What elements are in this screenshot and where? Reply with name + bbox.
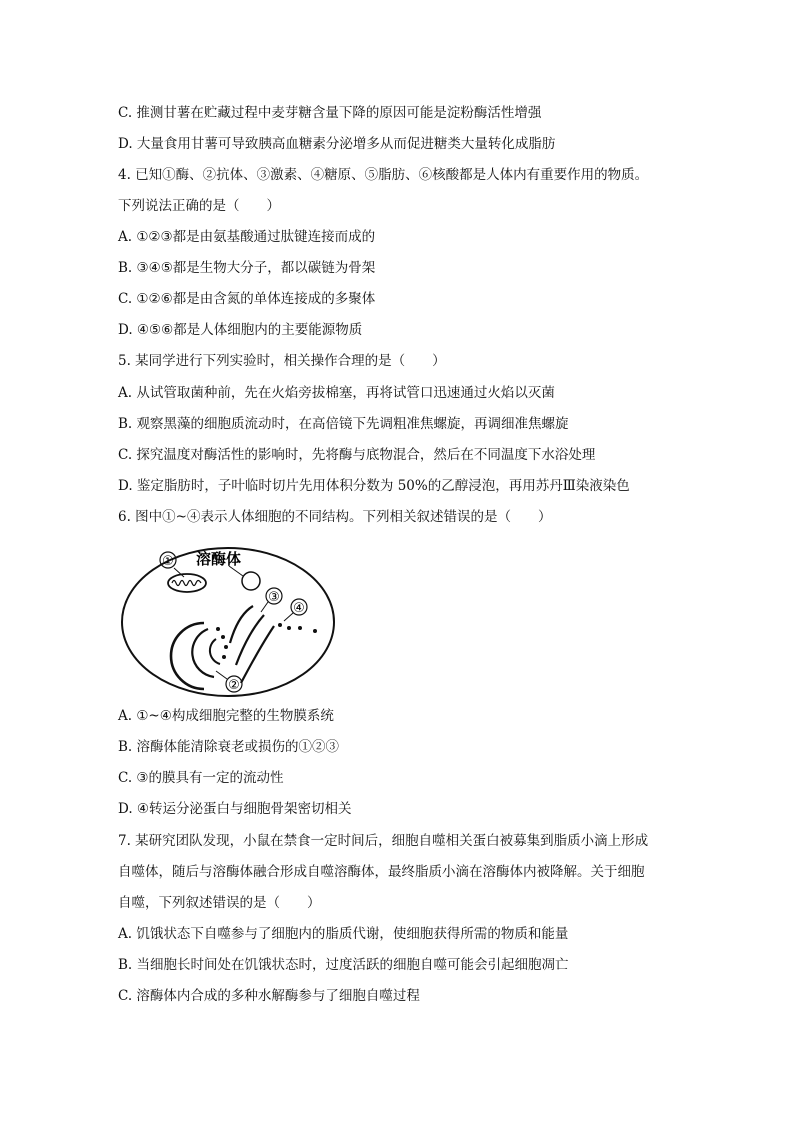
q4-option-d: D. ④⑤⑥都是人体细胞内的主要能源物质 [118,322,363,338]
golgi-cisterna-1 [171,623,204,689]
q7-option-a: A. 饥饿状态下自噬参与了细胞内的脂质代谢，使细胞获得所需的物质和能量 [118,926,569,942]
golgi-vesicle [221,635,225,639]
q6-option-a: A. ①~④构成细胞完整的生物膜系统 [118,708,334,724]
golgi-vesicle [222,655,226,659]
q3-option-d: D. 大量食用甘薯可导致胰高血糖素分泌增多从而促进糖类大量转化成脂肪 [118,136,556,152]
golgi-cisterna-3 [210,639,220,664]
q5-option-a: A. 从试管取菌种前，先在火焰旁拔棉塞，再将试管口迅速通过火焰以灭菌 [118,385,555,401]
q4-stem-line1: 4. 已知①酶、②抗体、③激素、④糖原、⑤脂肪、⑥核酸都是人体内有重要作用的物质。 [118,167,649,183]
cell-diagram [116,543,336,705]
q6-option-b: B. 溶酶体能清除衰老或损伤的①②③ [118,739,340,755]
transport-vesicle [298,626,302,630]
q5-option-d: D. 鉴定脂肪时，子叶临时切片先用体积分数为 50%的乙醇浸泡，再用苏丹Ⅲ染液染色 [118,478,630,494]
q4-option-c: C. ①②⑥都是由含氮的单体连接成的多聚体 [118,291,376,307]
transport-vesicle [287,626,291,630]
q7-stem-line3: 自噬，下列叙述错误的是（ ） [118,895,321,911]
q4-option-b: B. ③④⑤都是生物大分子，都以碳链为骨架 [118,260,376,276]
golgi-vesicle [216,627,220,631]
marker-4-label: ④ [293,601,305,616]
lysosome [242,572,260,590]
pointer-4 [284,613,293,621]
q4-stem-line2: 下列说法正确的是（ ） [118,198,280,214]
er-membrane-2 [236,615,264,665]
q7-stem-line2: 自噬体，随后与溶酶体融合形成自噬溶酶体，最终脂质小滴在溶酶体内被降解。关于细胞 [118,864,645,880]
q3-option-c: C. 推测甘薯在贮藏过程中麦芽糖含量下降的原因可能是淀粉酶活性增强 [118,105,542,121]
q5-option-b: B. 观察黑藻的细胞质流动时，在高倍镜下先调粗准焦螺旋，再调细准焦螺旋 [118,416,569,432]
cell-membrane [122,548,334,696]
golgi-vesicle [224,645,228,649]
pointer-3 [261,602,268,612]
transport-vesicle [313,629,317,633]
q7-option-b: B. 当细胞长时间处在饥饿状态时，过度活跃的细胞自噬可能会引起细胞凋亡 [118,957,569,973]
q6-option-d: D. ④转运分泌蛋白与细胞骨架密切相关 [118,801,352,817]
mitochondrion-cristae [172,581,201,586]
q5-stem: 5. 某同学进行下列实验时，相关操作合理的是（ ） [118,353,446,369]
er-membrane-3 [241,626,274,683]
marker-1-label: ① [162,554,174,569]
q7-option-c: C. 溶酶体内合成的多种水解酶参与了细胞自噬过程 [118,988,420,1004]
q6-stem: 6. 图中①~④表示人体细胞的不同结构。下列相关叙述错误的是（ ） [118,509,552,525]
pointer-2 [216,671,227,679]
q7-stem-line1: 7. 某研究团队发现，小鼠在禁食一定时间后，细胞自噬相关蛋白被募集到脂质小滴上形成 [118,833,649,849]
transport-vesicle [278,623,282,627]
cell-structure-figure [116,543,336,705]
q6-option-c: C. ③的膜具有一定的流动性 [118,770,284,786]
q5-option-c: C. 探究温度对酶活性的影响时，先将酶与底物混合，然后在不同温度下水浴处理 [118,447,596,463]
lysosome-label: 溶酶体 [196,550,242,568]
marker-2-label: ② [228,678,240,693]
marker-3-label: ③ [268,590,280,605]
q4-option-a: A. ①②③都是由氨基酸通过肽键连接而成的 [118,229,376,245]
